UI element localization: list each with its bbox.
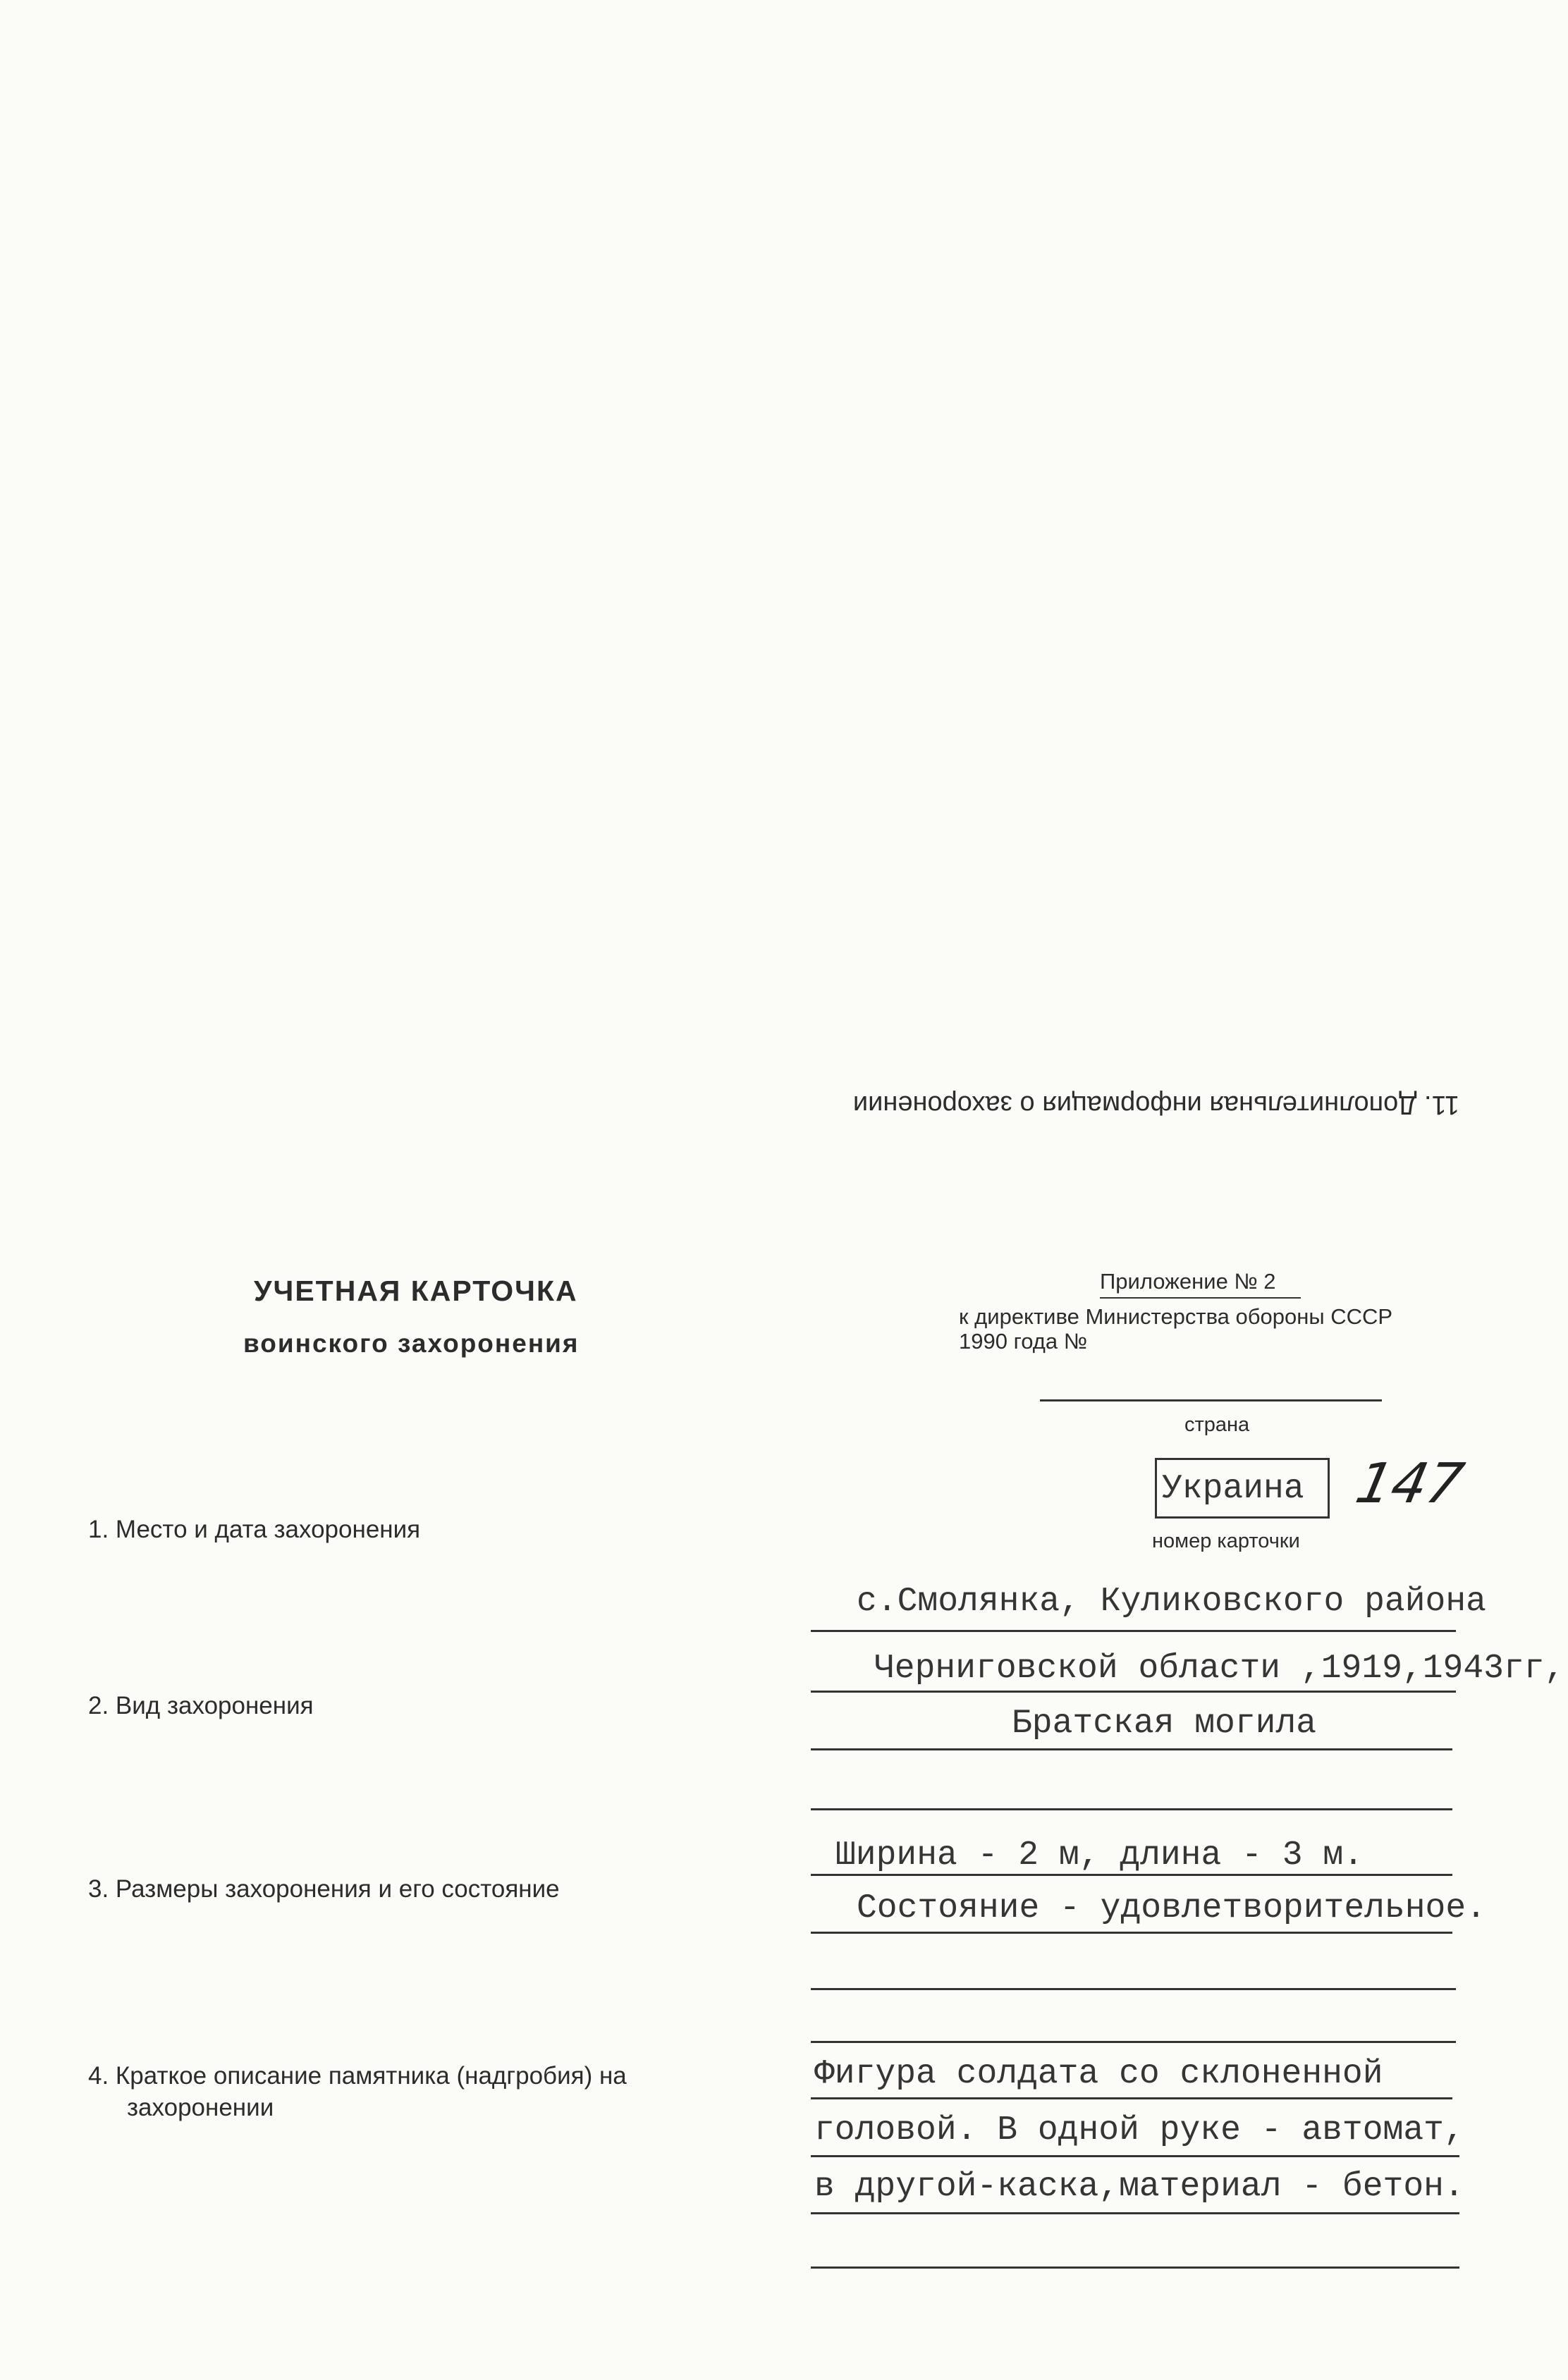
field-size-label: 3. Размеры захоронения и его состояние [88, 1875, 560, 1903]
card-title: УЧЕТНАЯ КАРТОЧКА [254, 1275, 578, 1307]
monument-rule-1 [811, 2097, 1452, 2099]
field-monument-label-cont: захоронении [127, 2094, 274, 2121]
field-size-line2: Состояние - удовлетворительное. [857, 1889, 1486, 1927]
monument-rule-3 [811, 2212, 1459, 2214]
size-rule-1 [811, 1874, 1452, 1876]
field-place-date-label: 1. Место и дата захоронения [88, 1516, 421, 1543]
type-rule-1 [811, 1748, 1452, 1750]
field-type-value: Братская могила [1012, 1705, 1317, 1743]
monument-rule-2 [811, 2155, 1459, 2157]
card-number-label: номер карточки [1152, 1530, 1300, 1552]
appendix-underline [1100, 1297, 1301, 1299]
additional-info-heading-upside-down: 11. Дополнительная информация о захоронении [852, 1090, 1459, 1120]
size-rule-3 [811, 1988, 1456, 1990]
place-rule-1 [811, 1630, 1456, 1632]
directive-year: 1990 года № [959, 1329, 1087, 1354]
directive-text: к директиве Министерства обороны СССР [959, 1304, 1393, 1329]
card-subtitle: воинского захоронения [243, 1329, 580, 1358]
field-monument-line3: в другой-каска,материал - бетон. [814, 2168, 1464, 2206]
field-place-date-line1: с.Смолянка, Куликовского района [857, 1583, 1486, 1621]
monument-rule-4 [811, 2266, 1459, 2269]
appendix-label: Приложение № 2 [1100, 1269, 1276, 1294]
field-monument-label: 4. Краткое описание памятника (надгробия) на [88, 2062, 627, 2090]
field-monument-line2: головой. В одной руке - автомат, [814, 2111, 1464, 2149]
country-label: страна [1184, 1413, 1250, 1436]
country-value: Украина [1162, 1470, 1304, 1508]
size-rule-2 [811, 1932, 1452, 1934]
size-rule-4 [811, 2041, 1456, 2043]
field-type-label: 2. Вид захоронения [88, 1692, 314, 1719]
field-monument-line1: Фигура солдата со склоненной [814, 2055, 1383, 2093]
field-place-date-line2: Черниговской области ,1919,1943гг, [874, 1650, 1565, 1688]
field-size-line1: Ширина - 2 м, длина - 3 м. [835, 1836, 1364, 1875]
place-rule-2 [811, 1691, 1456, 1693]
card-number-handwritten: 147 [1350, 1452, 1469, 1516]
country-top-rule [1040, 1399, 1382, 1401]
type-rule-2 [811, 1808, 1452, 1810]
